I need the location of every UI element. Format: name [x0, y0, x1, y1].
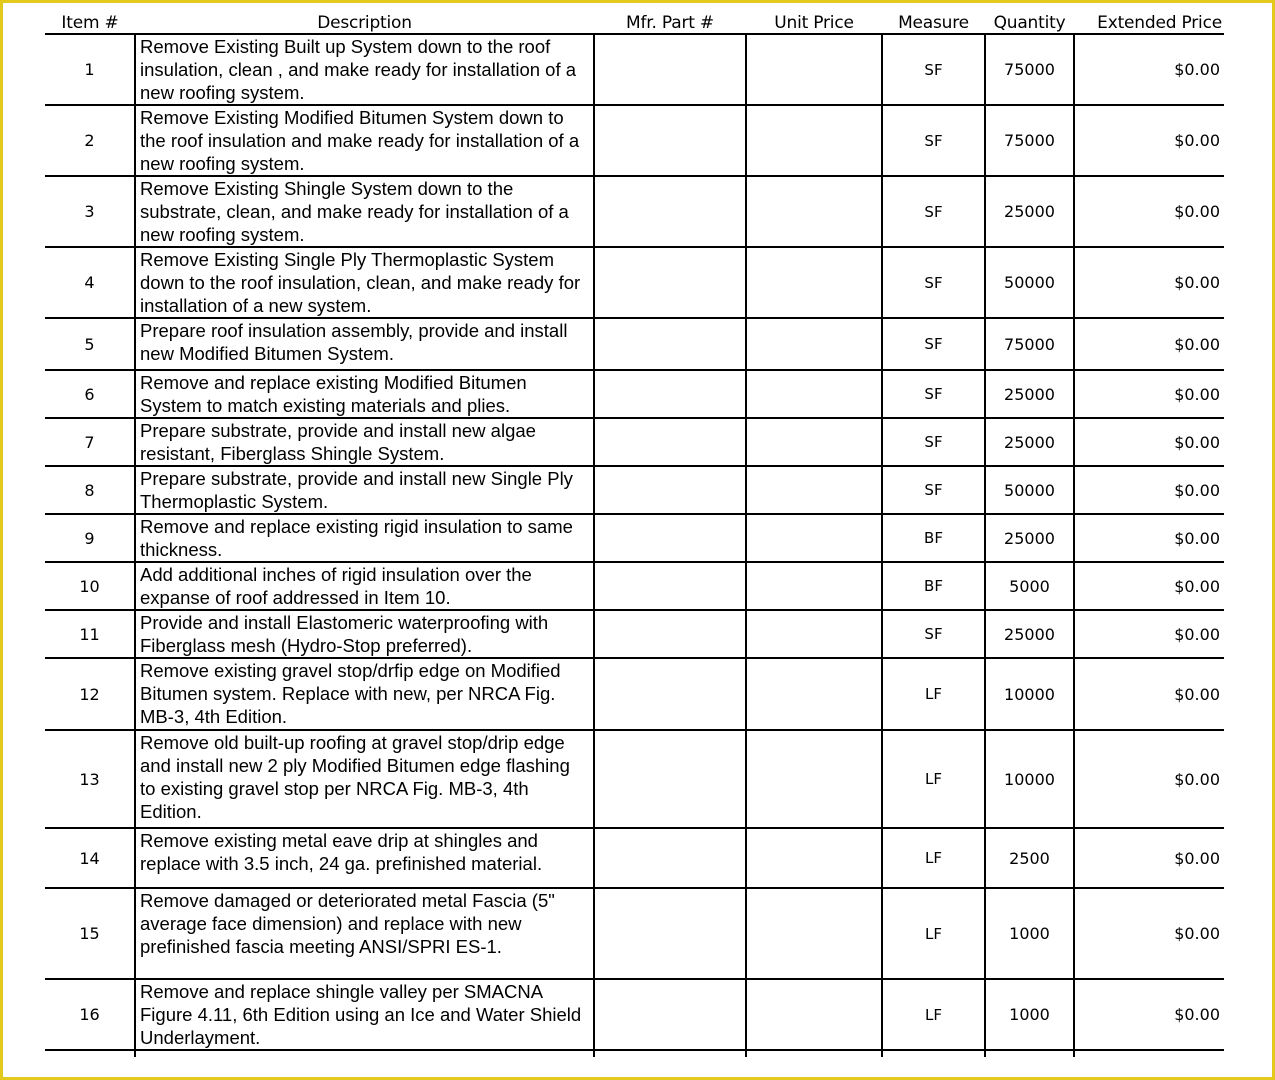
table-row [45, 466, 1224, 514]
measure-cell: BF [882, 562, 985, 610]
mfr-part-cell [594, 730, 746, 828]
table-row [45, 658, 1224, 730]
measure-cell: LF [882, 979, 985, 1050]
unit-price-cell [746, 466, 882, 514]
item-number-cell: 8 [45, 466, 135, 514]
quantity-cell: 25000 [985, 176, 1074, 247]
quantity-cell: 2500 [985, 828, 1074, 888]
quantity-cell: 25000 [985, 370, 1074, 418]
quantity-cell: 25000 [985, 514, 1074, 562]
measure-cell: BF [882, 514, 985, 562]
quantity-cell: 1000 [985, 888, 1074, 979]
unit-price-cell [746, 562, 882, 610]
quantity-cell: 25000 [985, 418, 1074, 466]
table-row-continuation [45, 1050, 1224, 1057]
description-cell: Remove Existing Shingle System down to the substrate, clean, and make ready for installation of a new roofing system. [135, 176, 594, 247]
table-row [45, 828, 1224, 888]
quantity-cell: 10000 [985, 658, 1074, 730]
description-cell: Remove Existing Modified Bitumen System down to the roof insulation and make ready for installation of a new roofing system. [135, 105, 594, 176]
header-extended-price: Extended Price [1074, 6, 1224, 34]
measure-cell: LF [882, 658, 985, 730]
table-row [45, 370, 1224, 418]
description-cell: Remove Existing Single Ply Thermoplastic System down to the roof insulation, clean, and make ready for installation of a new system. [135, 247, 594, 318]
mfr-part-cell [594, 370, 746, 418]
mfr-part-cell [594, 418, 746, 466]
table-row [45, 105, 1224, 176]
bid-table [45, 6, 1224, 1057]
mfr-part-cell [594, 34, 746, 105]
quantity-cell: 10000 [985, 730, 1074, 828]
measure-cell: SF [882, 610, 985, 658]
description-cell: Remove old built-up roofing at gravel stop/drip edge and install new 2 ply Modified Bitumen edge flashing to existing gravel stop per NRCA Fig. MB-3, 4th Edition. [135, 730, 594, 828]
unit-price-cell [746, 418, 882, 466]
unit-price-cell [746, 370, 882, 418]
mfr-part-cell [594, 888, 746, 979]
mfr-part-cell [594, 247, 746, 318]
mfr-part-cell [594, 562, 746, 610]
unit-price-cell [746, 514, 882, 562]
description-cell: Prepare substrate, provide and install new Single Ply Thermoplastic System. [135, 466, 594, 514]
item-number-cell: 16 [45, 979, 135, 1050]
table-row [45, 176, 1224, 247]
item-number-cell: 11 [45, 610, 135, 658]
item-number-cell: 9 [45, 514, 135, 562]
item-number-cell: 15 [45, 888, 135, 979]
unit-price-cell [746, 979, 882, 1050]
table-row [45, 888, 1224, 979]
description-cell: Prepare substrate, provide and install new algae resistant, Fiberglass Shingle System. [135, 418, 594, 466]
mfr-part-cell [594, 176, 746, 247]
mfr-part-cell [594, 979, 746, 1050]
unit-price-cell [746, 828, 882, 888]
description-cell: Remove existing gravel stop/drfip edge on Modified Bitumen system. Replace with new, per NRCA Fig. MB-3, 4th Edition. [135, 658, 594, 730]
header-description: Description [135, 6, 594, 34]
table-row [45, 730, 1224, 828]
measure-cell: SF [882, 318, 985, 370]
unit-price-cell [746, 730, 882, 828]
item-number-cell: 13 [45, 730, 135, 828]
item-number-cell: 3 [45, 176, 135, 247]
mfr-part-cell [594, 610, 746, 658]
header-quantity: Quantity [985, 6, 1074, 34]
mfr-part-cell [594, 105, 746, 176]
header-unit-price: Unit Price [746, 6, 882, 34]
unit-price-cell [746, 105, 882, 176]
description-cell: Remove and replace shingle valley per SMACNA Figure 4.11, 6th Edition using an Ice and Water Shield Underlayment. [135, 979, 594, 1050]
header-row [45, 6, 1224, 34]
extended-price-cell: $0.00 [1074, 370, 1224, 418]
measure-cell: SF [882, 34, 985, 105]
mfr-part-cell [594, 658, 746, 730]
description-cell: Add additional inches of rigid insulation over the expanse of roof addressed in Item 10. [135, 562, 594, 610]
header-mfr-part: Mfr. Part # [594, 6, 746, 34]
table-row [45, 514, 1224, 562]
description-cell: Prepare roof insulation assembly, provide and install new Modified Bitumen System. [135, 318, 594, 370]
mfr-part-cell [594, 828, 746, 888]
quantity-cell: 75000 [985, 318, 1074, 370]
table-row [45, 562, 1224, 610]
item-number-cell: 12 [45, 658, 135, 730]
quantity-cell: 5000 [985, 562, 1074, 610]
extended-price-cell: $0.00 [1074, 658, 1224, 730]
table-row [45, 318, 1224, 370]
measure-cell: SF [882, 418, 985, 466]
measure-cell: SF [882, 370, 985, 418]
unit-price-cell [746, 658, 882, 730]
description-cell: Provide and install Elastomeric waterproofing with Fiberglass mesh (Hydro-Stop preferred). [135, 610, 594, 658]
extended-price-cell: $0.00 [1074, 888, 1224, 979]
extended-price-cell: $0.00 [1074, 466, 1224, 514]
measure-cell: SF [882, 105, 985, 176]
mfr-part-cell [594, 318, 746, 370]
item-number-cell: 14 [45, 828, 135, 888]
description-cell: Remove existing metal eave drip at shingles and replace with 3.5 inch, 24 ga. prefinished material. [135, 828, 594, 888]
measure-cell: SF [882, 176, 985, 247]
unit-price-cell [746, 610, 882, 658]
table-row [45, 247, 1224, 318]
mfr-part-cell [594, 466, 746, 514]
extended-price-cell: $0.00 [1074, 610, 1224, 658]
unit-price-cell [746, 247, 882, 318]
extended-price-cell: $0.00 [1074, 979, 1224, 1050]
extended-price-cell: $0.00 [1074, 418, 1224, 466]
mfr-part-cell [594, 514, 746, 562]
description-cell: Remove and replace existing rigid insulation to same thickness. [135, 514, 594, 562]
item-number-cell: 5 [45, 318, 135, 370]
item-number-cell: 4 [45, 247, 135, 318]
table-row [45, 34, 1224, 105]
item-number-cell: 1 [45, 34, 135, 105]
table-row [45, 418, 1224, 466]
extended-price-cell: $0.00 [1074, 247, 1224, 318]
extended-price-cell: $0.00 [1074, 176, 1224, 247]
unit-price-cell [746, 318, 882, 370]
item-number-cell: 6 [45, 370, 135, 418]
quantity-cell: 75000 [985, 34, 1074, 105]
description-cell: Remove Existing Built up System down to the roof insulation, clean , and make ready for installation of a new roofing system. [135, 34, 594, 105]
measure-cell: LF [882, 888, 985, 979]
quantity-cell: 75000 [985, 105, 1074, 176]
quantity-cell: 25000 [985, 610, 1074, 658]
description-cell: Remove damaged or deteriorated metal Fascia (5" average face dimension) and replace with new prefinished fascia meeting ANSI/SPRI ES-1. [135, 888, 594, 979]
item-number-cell: 10 [45, 562, 135, 610]
unit-price-cell [746, 34, 882, 105]
extended-price-cell: $0.00 [1074, 562, 1224, 610]
extended-price-cell: $0.00 [1074, 34, 1224, 105]
extended-price-cell: $0.00 [1074, 105, 1224, 176]
extended-price-cell: $0.00 [1074, 318, 1224, 370]
item-number-cell: 7 [45, 418, 135, 466]
unit-price-cell [746, 888, 882, 979]
header-item: Item # [45, 6, 135, 34]
quantity-cell: 50000 [985, 466, 1074, 514]
measure-cell: SF [882, 247, 985, 318]
table-row [45, 979, 1224, 1050]
extended-price-cell: $0.00 [1074, 514, 1224, 562]
quantity-cell: 1000 [985, 979, 1074, 1050]
measure-cell: LF [882, 828, 985, 888]
quantity-cell: 50000 [985, 247, 1074, 318]
description-cell: Remove and replace existing Modified Bitumen System to match existing materials and plies. [135, 370, 594, 418]
header-measure: Measure [882, 6, 985, 34]
measure-cell: SF [882, 466, 985, 514]
extended-price-cell: $0.00 [1074, 730, 1224, 828]
unit-price-cell [746, 176, 882, 247]
measure-cell: LF [882, 730, 985, 828]
extended-price-cell: $0.00 [1074, 828, 1224, 888]
table-row [45, 610, 1224, 658]
item-number-cell: 2 [45, 105, 135, 176]
